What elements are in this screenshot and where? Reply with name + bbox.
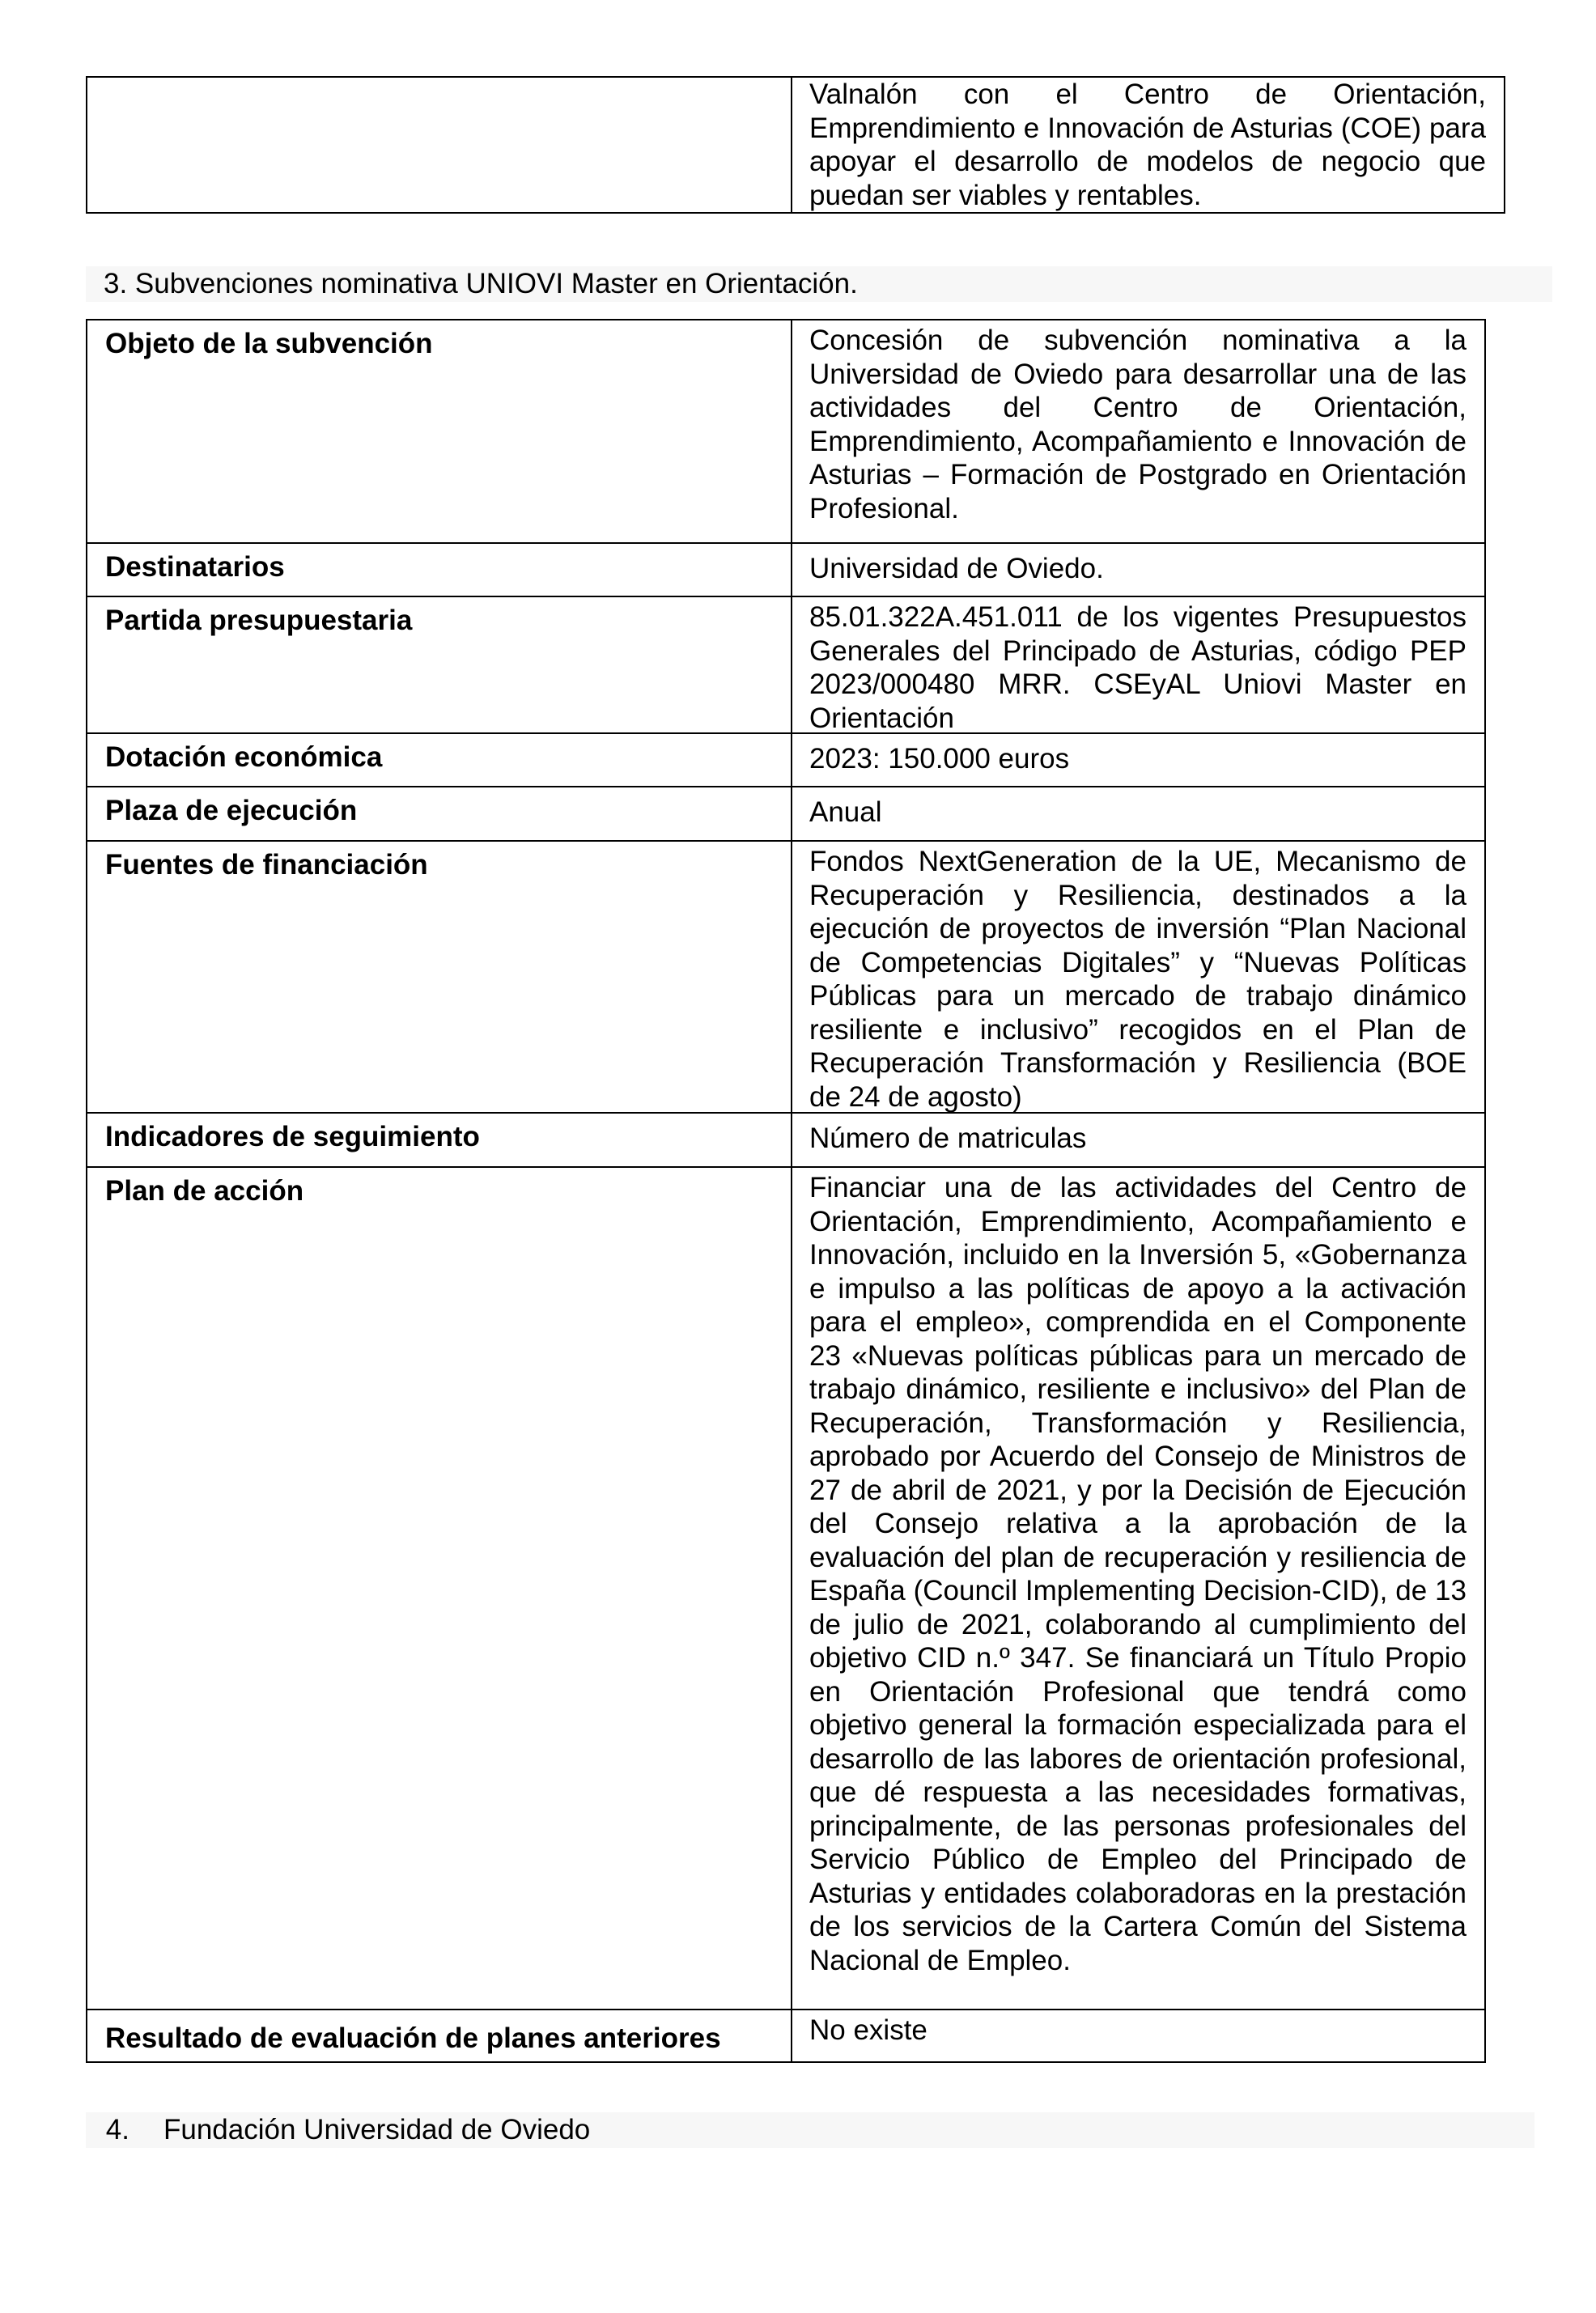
row-value-destinatarios: Universidad de Oviedo. [809, 553, 1104, 584]
row-value-objeto: Concesión de subvención nominativa a la Universidad de Oviedo para desarrollar una de las actividades del Centro de Orientación, Emprendimiento, Acompañamiento e Innovación de Asturias – Formación de Postgrado en Orientación Profesional. [809, 325, 1467, 524]
row-value-partida: 85.01.322A.451.011 de los vigentes Presupuestos Generales del Principado de Asturias, código PEP 2023/000480 MRR. CSEyAL Uniovi Master en Orientación [809, 601, 1467, 734]
table-border [86, 76, 87, 214]
row-label-destinatarios: Destinatarios [105, 551, 285, 583]
row-label-partida: Partida presupuestaria [105, 605, 413, 636]
row-value-plaza: Anual [809, 796, 882, 828]
row-label-resultado: Resultado de evaluación de planes anteriores [105, 2022, 721, 2054]
row-label-fuentes: Fuentes de financiación [105, 849, 428, 881]
table-border [86, 212, 1505, 214]
row-value-indicadores: Número de matriculas [809, 1123, 1087, 1154]
section-title: Fundación Universidad de Oviedo [163, 2114, 591, 2145]
row-value-dotacion: 2023: 150.000 euros [809, 743, 1070, 775]
list-number: 4. [105, 2114, 129, 2145]
row-value-fuentes: Fondos NextGeneration de la UE, Mecanismo de Recuperación y Resiliencia, destinados a la ejecución de proyectos de inversión “Plan Nacional de Competencias Digitales” y “Nuevas Políticas Públicas para un mercado de trabajo dinámico resiliente e inclusivo” recogidos en el Plan de Recuperación Transformación y Resiliencia (BOE de 24 de agosto) [809, 846, 1467, 1113]
row-label-plan-accion: Plan de acción [105, 1175, 304, 1207]
table-border [86, 2061, 1486, 2063]
row-label-plaza: Plaza de ejecución [105, 795, 358, 826]
continuation-text: Valnalón con el Centro de Orientación, Emprendimiento e Innovación de Asturias (COE) para apoyar el desarrollo de modelos de negocio que puedan ser viables y rentables. [809, 79, 1486, 211]
table-border [1484, 319, 1486, 2063]
row-label-objeto: Objeto de la subvención [105, 328, 433, 359]
row-value-plan-accion: Financiar una de las actividades del Centro de Orientación, Emprendimiento, Acompañamiento e Innovación, incluido en la Inversión 5, «Gobernanza e impulso a las políticas de apoyo a la activación para el empleo», comprendida en el Componente 23 «Nuevas políticas públicas para un mercado de trabajo dinámico, resiliente e inclusivo» del Plan de Recuperación, Transformación y Resiliencia, aprobado por Acuerdo del Consejo de Ministros de 27 de abril de 2021, y por la Decisión de Ejecución del Consejo relativa a la aprobación de la evaluación del plan de recuperación y resiliencia de España (Council Implementing Decision-CID), de 13 de julio de 2021, colaborando al cumplimiento del objetivo CID n.º 347. Se financiará un Título Propio en Orientación Profesional que tendrá como objetivo general la formación especializada para el desarrollo de las labores de orientación profesional, que dé respuesta a las necesidades formativas, principalmente, de las personas profesionales del Servicio Público de Empleo del Principado de Asturias y entidades colaboradoras en la prestación de los servicios de la Cartera Común del Sistema Nacional de Empleo. [809, 1172, 1467, 1976]
table-border [1504, 76, 1505, 214]
section-4-heading [86, 2112, 1534, 2148]
row-label-indicadores: Indicadores de seguimiento [105, 1121, 480, 1152]
row-label-dotacion: Dotación económica [105, 741, 383, 773]
row-value-resultado: No existe [809, 2014, 927, 2046]
section-heading: 3. Subvenciones nominativa UNIOVI Master en Orientación. [86, 266, 1552, 302]
